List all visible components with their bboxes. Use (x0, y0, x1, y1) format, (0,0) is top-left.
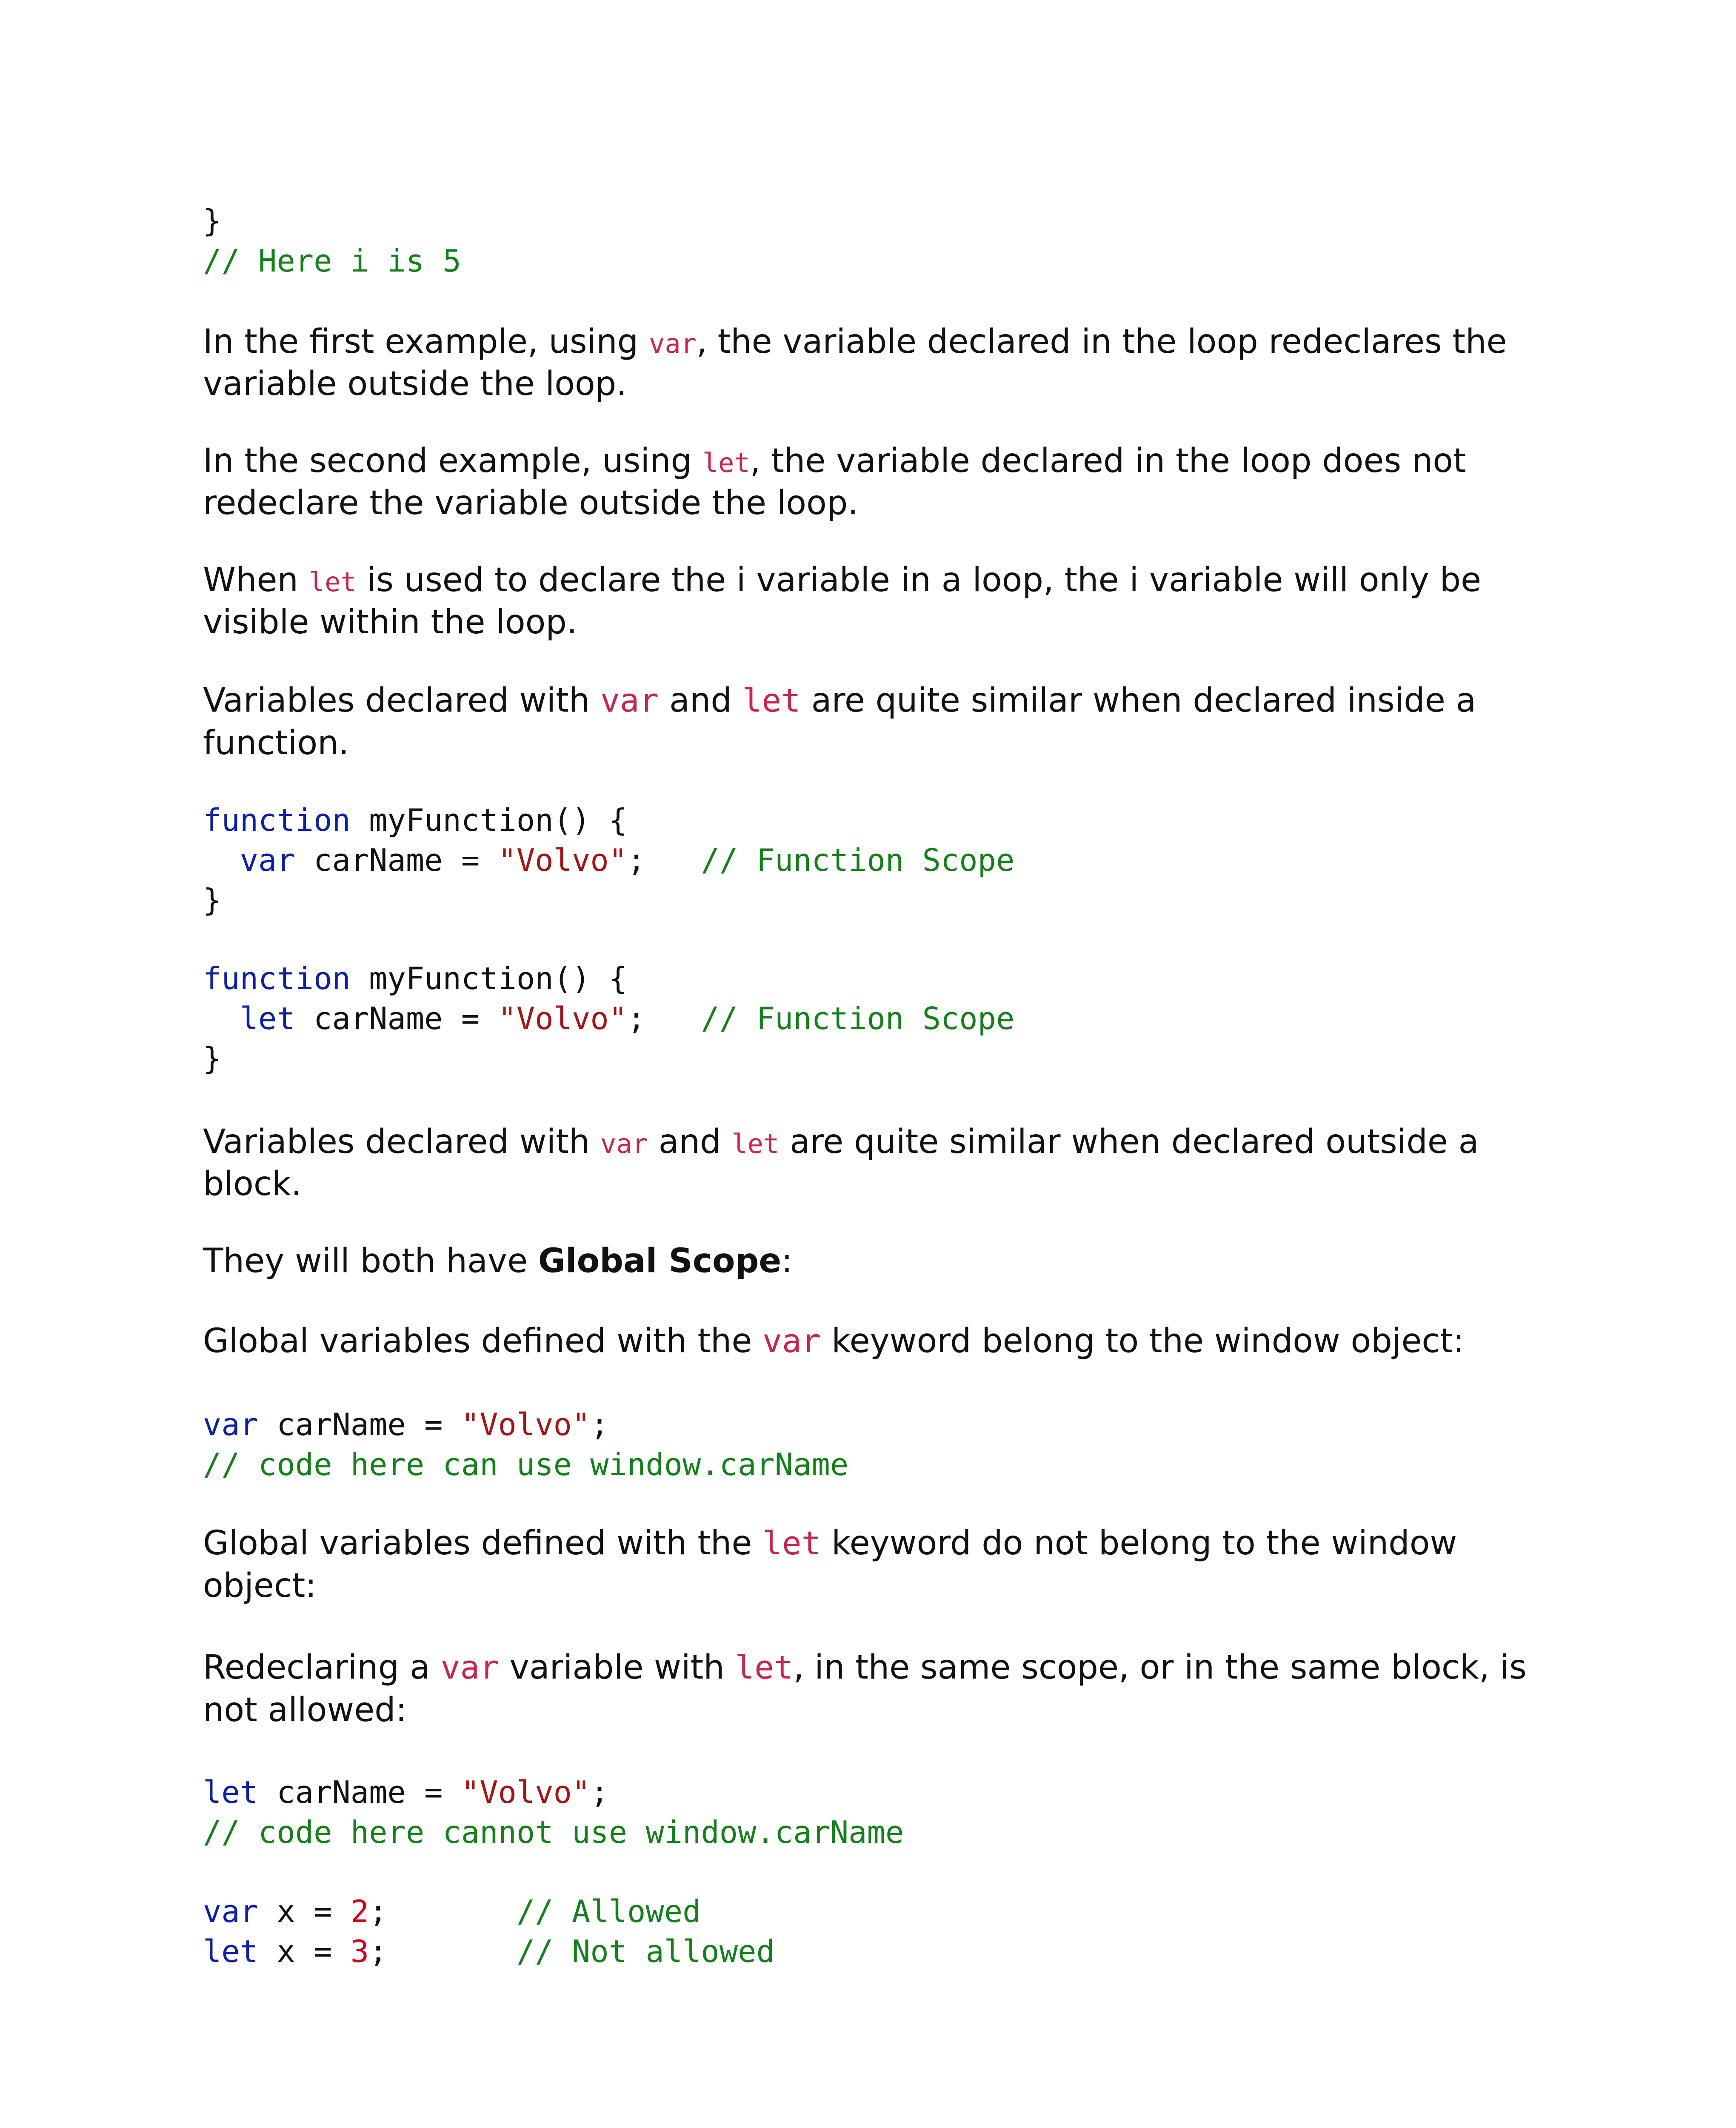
paragraph-function-scope: Variables declared with var and let are quite similar when declared inside a function. (203, 681, 1476, 762)
paragraph-redeclaring: Redeclaring a var variable with let, in the same scope, or in the same block, is not allowed: (203, 1648, 1527, 1729)
paragraph-global-scope: They will both have Global Scope: (203, 1242, 793, 1280)
paragraph-var-window: Global variables defined with the var keyword belong to the window object: (203, 1322, 1465, 1360)
inline-code-let: let (762, 1524, 821, 1562)
paragraph-let-example: In the second example, using let, the variable declared in the loop does not redeclare the variable outside the loop. (203, 442, 1466, 522)
paragraph-let-window: Global variables defined with the let keyword do not belong to the window object: (203, 1524, 1457, 1605)
paragraph-outside-block: Variables declared with var and let are quite similar when declared outside a block. (203, 1123, 1479, 1203)
paragraph-let-loop: When let is used to declare the i variable in a loop, the i variable will only be visible within the loop. (203, 561, 1482, 641)
inline-code-let: let (308, 566, 357, 598)
paragraph-var-example: In the first example, using var, the variable declared in the loop redeclares the variable outside the loop. (203, 323, 1507, 403)
inline-code-let: let (702, 447, 750, 478)
inline-code-var: var (440, 1648, 499, 1686)
code-block-global-var: var carName = "Volvo"; // code here can use window.carName (203, 1407, 849, 1482)
inline-code-let: let (742, 681, 801, 719)
code-block-loop-end (203, 201, 461, 281)
code-line: } (203, 203, 222, 239)
code-block-function-var: function myFunction() { var carName = "Volvo"; // Function Scope } (203, 802, 1015, 918)
bold-term: Global Scope (538, 1242, 782, 1280)
code-block-global-let: let carName = "Volvo"; // code here cannot use window.carName (203, 1774, 904, 1850)
inline-code-var: var (600, 681, 659, 719)
inline-code-var: var (649, 328, 697, 359)
code-block-redeclare: var x = 2; // Allowed let x = 3; // Not allowed (203, 1893, 775, 1969)
inline-code-var: var (600, 1128, 648, 1159)
inline-code-var: var (762, 1322, 821, 1360)
inline-code-let: let (731, 1128, 779, 1159)
inline-code-let: let (735, 1648, 794, 1686)
code-comment: // Here i is 5 (203, 243, 461, 279)
code-block-function-let: function myFunction() { let carName = "Volvo"; // Function Scope } (203, 961, 1015, 1076)
